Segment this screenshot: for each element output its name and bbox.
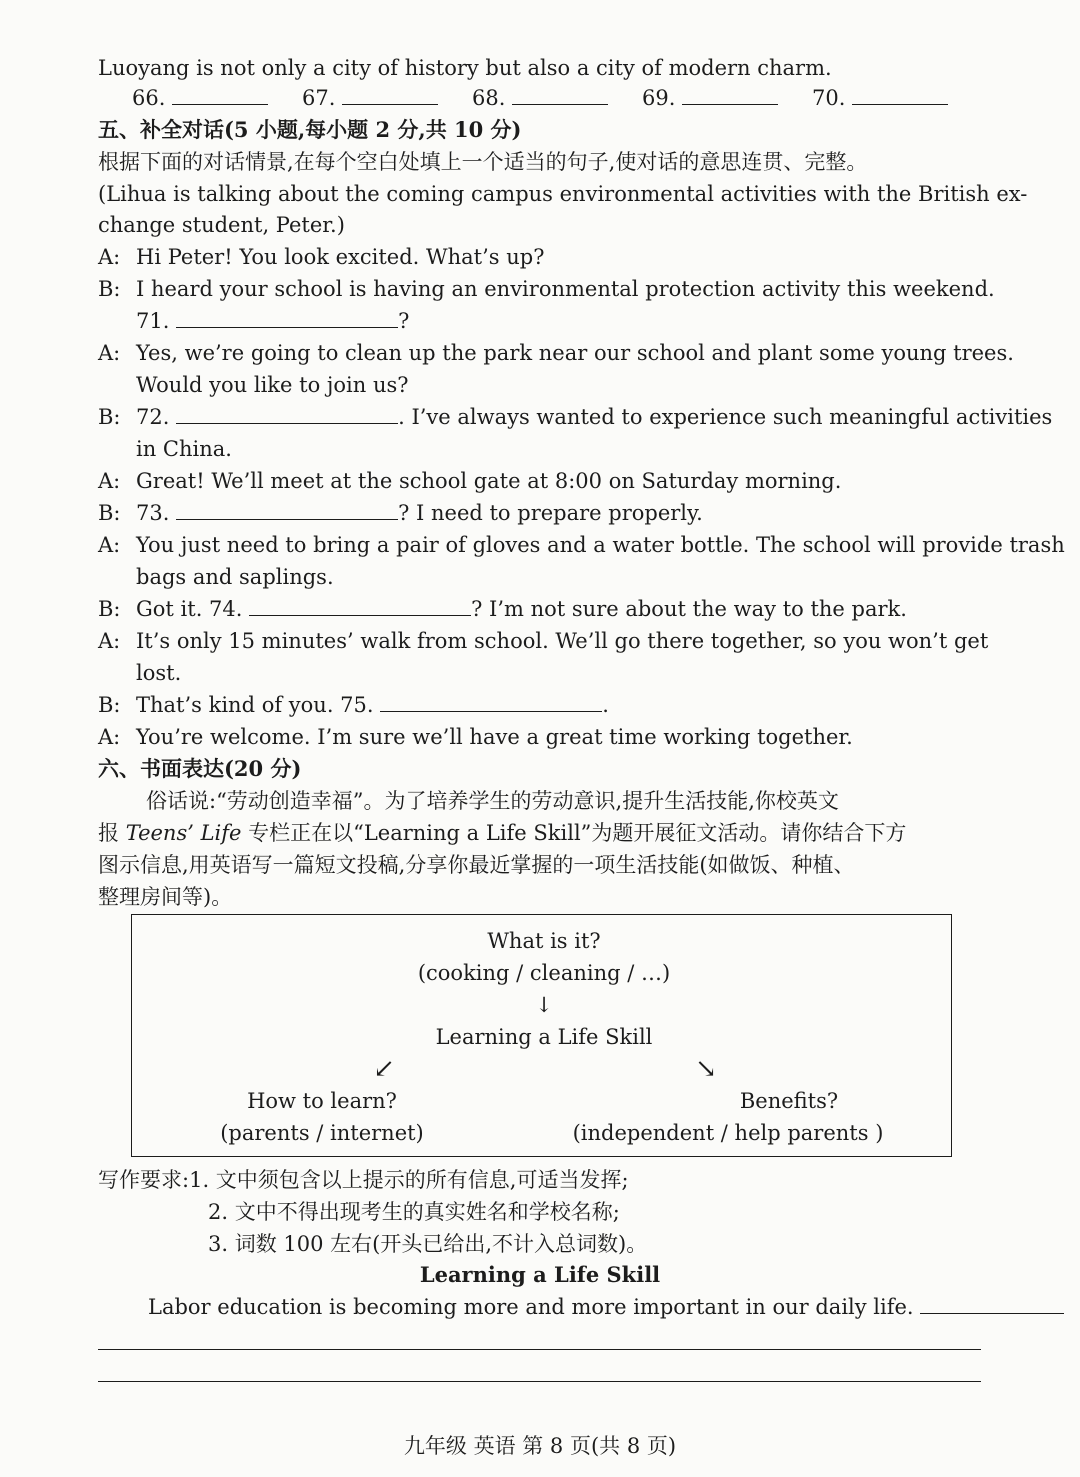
dialogue-blank-75: B: That’s kind of you. 75. . [98, 693, 609, 717]
section6-paragraph: 图示信息,用英语写一篇短文投稿,分享你最近掌握的一项生活技能(如做饭、种植、 [98, 853, 855, 877]
dialogue-line: A: You’re welcome. I’m sure we’ll have a great time working together. [98, 725, 853, 749]
dialogue-blank-73: B: 73. ? I need to prepare properly. [98, 501, 703, 525]
dialogue-line: in China. [136, 437, 232, 461]
fill-item: 69. [642, 84, 778, 110]
dialogue-blank-74: B: Got it. 74. ? I’m not sure about the way to the park. [98, 597, 907, 621]
section5-context: change student, Peter.) [98, 213, 345, 237]
dialogue-line: A: Yes, we’re going to clean up the park near our school and plant some young trees. [98, 341, 1014, 365]
diagram-center-topic: Learning a Life Skill [435, 1025, 653, 1049]
requirement-item: 3. 词数 100 左右(开头已给出,不计入总词数)。 [208, 1232, 648, 1256]
writing-requirements [98, 1166, 629, 1194]
dialogue-line: Would you like to join us? [136, 373, 409, 397]
diagram-right-hint: (independent / help parents ) [572, 1121, 884, 1145]
dialogue-line: lost. [136, 661, 182, 685]
writing-line [98, 1349, 981, 1350]
down-left-arrow-icon: ↙ [373, 1054, 395, 1084]
dialogue-line: A: You just need to bring a pair of gloves and a water bottle. The school will provide trash [98, 533, 1065, 557]
section5-context: (Lihua is talking about the coming campus environmental activities with the British ex- [98, 182, 1028, 206]
prompt-diagram [131, 914, 952, 1157]
fill-item: 66. [132, 84, 268, 110]
section6-paragraph: 俗话说:“劳动创造幸福”。为了培养学生的劳动意识,提升生活技能,你校英文 [146, 789, 839, 813]
writing-line [98, 1381, 981, 1382]
fill-item: 68. [472, 84, 608, 110]
requirements-label: 写作要求: [98, 1168, 190, 1192]
dialogue-line: A: Hi Peter! You look excited. What’s up? [98, 245, 545, 269]
requirement-item: 1. 文中须包含以上提示的所有信息,可适当发挥; [189, 1168, 629, 1192]
section5-heading: 五、补全对话(5 小题,每小题 2 分,共 10 分) [98, 117, 522, 142]
section6-paragraph: 报 Teens’ Life 专栏正在以“Learning a Life Skill”为题开展征文活动。请你结合下方 [98, 821, 907, 845]
essay-start: Labor education is becoming more and more important in our daily life. [148, 1293, 1064, 1321]
down-right-arrow-icon: ↘ [695, 1054, 717, 1084]
dialogue-line: B: I heard your school is having an environmental protection activity this weekend. [98, 277, 995, 301]
essay-title: Learning a Life Skill [419, 1262, 661, 1287]
requirement-item: 2. 文中不得出现考生的真实姓名和学校名称; [208, 1200, 620, 1224]
diagram-left-question: How to learn? [247, 1089, 397, 1113]
section5-instruction: 根据下面的对话情景,在每个空白处填上一个适当的句子,使对话的意思连贯、完整。 [98, 150, 868, 174]
section6-heading: 六、书面表达(20 分) [98, 756, 302, 781]
fill-item: 67. [302, 84, 438, 110]
diagram-top-question: What is it? [487, 929, 601, 953]
dialogue-line: A: Great! We’ll meet at the school gate at 8:00 on Saturday morning. [98, 469, 842, 493]
dialogue-blank-71: 71. ? [136, 309, 410, 333]
page-footer: 九年级 英语 第 8 页(共 8 页) [403, 1434, 677, 1458]
diagram-top-hint: (cooking / cleaning / …) [417, 961, 671, 985]
dialogue-blank-72: B: 72. . I’ve always wanted to experience such meaningful activities [98, 405, 1053, 429]
diagram-left-hint: (parents / internet) [220, 1121, 424, 1145]
section6-paragraph: 整理房间等)。 [98, 885, 233, 909]
dialogue-line: bags and saplings. [136, 565, 334, 589]
diagram-right-question: Benefits? [739, 1089, 839, 1113]
fill-item: 70. [812, 84, 948, 110]
intro-line: Luoyang is not only a city of history but also a city of modern charm. [98, 56, 832, 80]
down-arrow-icon: ↓ [535, 993, 553, 1017]
dialogue-line: A: It’s only 15 minutes’ walk from school. We’ll go there together, so you won’t get [98, 629, 989, 653]
